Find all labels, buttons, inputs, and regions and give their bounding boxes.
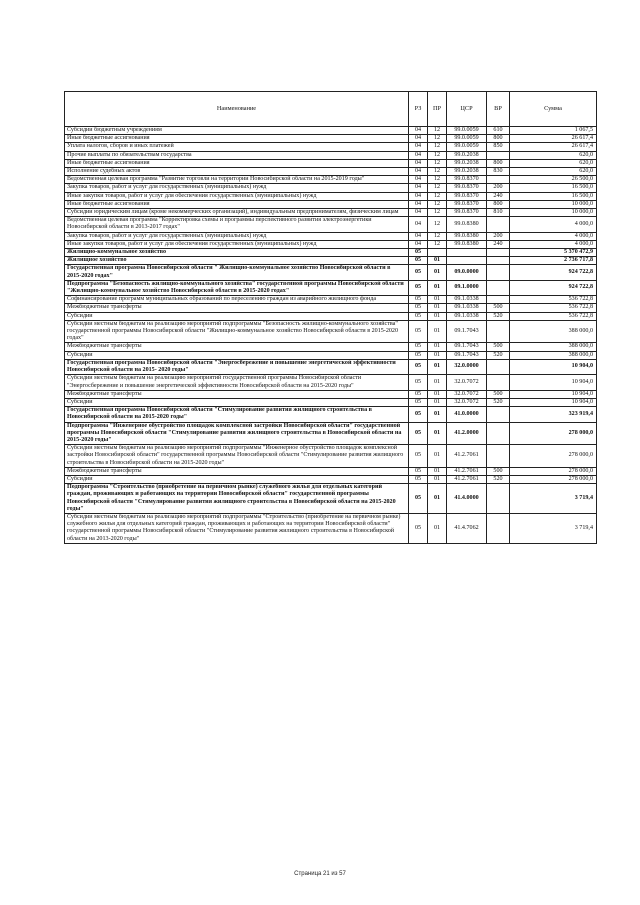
cell-csr: 32.0.7072 [447, 398, 487, 406]
table-row [65, 513, 597, 543]
cell-sum: 26 617,4 [510, 135, 597, 143]
table-row [65, 200, 597, 208]
table-row [65, 296, 597, 304]
cell-name: Межбюджетные трансферты [65, 390, 409, 398]
cell-csr: 99.0.8380 [447, 217, 487, 232]
cell-vr [487, 176, 510, 184]
cell-rz: 05 [409, 296, 428, 304]
cell-vr: 850 [487, 143, 510, 151]
cell-vr: 810 [487, 209, 510, 217]
cell-pr: 01 [428, 390, 447, 398]
cell-pr: 12 [428, 151, 447, 159]
cell-pr: 12 [428, 217, 447, 232]
cell-rz: 05 [409, 351, 428, 359]
cell-pr: 12 [428, 176, 447, 184]
table-header-row [65, 92, 597, 127]
cell-vr [487, 484, 510, 514]
cell-name: Жилищное хозяйство [65, 257, 409, 265]
cell-pr: 12 [428, 135, 447, 143]
table-row [65, 359, 597, 374]
cell-pr: 01 [428, 359, 447, 374]
table-row [65, 351, 597, 359]
cell-sum: 16 500,0 [510, 192, 597, 200]
cell-name: Закупка товаров, работ и услуг для государственных (муниципальных) нужд [65, 184, 409, 192]
cell-vr [487, 359, 510, 374]
cell-name: Межбюджетные трансферты [65, 343, 409, 351]
cell-rz: 05 [409, 484, 428, 514]
cell-pr: 01 [428, 422, 447, 445]
cell-vr [487, 296, 510, 304]
cell-sum: 323 919,4 [510, 407, 597, 422]
cell-sum: 388 000,0 [510, 351, 597, 359]
cell-rz: 05 [409, 304, 428, 312]
cell-pr: 01 [428, 513, 447, 543]
cell-rz: 05 [409, 390, 428, 398]
table-row [65, 312, 597, 320]
cell-csr: 09.1.0338 [447, 296, 487, 304]
cell-sum: 4 000,0 [510, 217, 597, 232]
cell-rz: 05 [409, 375, 428, 390]
cell-name: Межбюджетные трансферты [65, 304, 409, 312]
cell-name: Субсидии [65, 312, 409, 320]
cell-pr: 12 [428, 184, 447, 192]
cell-sum: 924 722,8 [510, 265, 597, 280]
cell-name: Субсидии [65, 351, 409, 359]
table-row [65, 176, 597, 184]
budget-table [64, 91, 597, 544]
cell-pr: 01 [428, 280, 447, 295]
cell-rz: 05 [409, 257, 428, 265]
cell-name: Иные закупки товаров, работ и услуг для обеспечения государственных (муниципальных) нужд [65, 240, 409, 248]
cell-rz: 04 [409, 192, 428, 200]
cell-rz: 05 [409, 445, 428, 468]
cell-csr: 32.0.7072 [447, 390, 487, 398]
cell-rz: 04 [409, 240, 428, 248]
budget-table-container [64, 91, 596, 544]
cell-sum: 278 000,0 [510, 475, 597, 483]
cell-name: Государственная программа Новосибирской области " Жилищно-коммунальное хозяйство Новосибирской области в 2015-2020 годах" [65, 265, 409, 280]
cell-vr [487, 265, 510, 280]
cell-vr: 200 [487, 184, 510, 192]
cell-rz: 05 [409, 343, 428, 351]
cell-rz: 05 [409, 407, 428, 422]
cell-sum: 3 719,4 [510, 484, 597, 514]
cell-csr: 09.1.7043 [447, 351, 487, 359]
table-row [65, 320, 597, 343]
cell-csr [447, 257, 487, 265]
cell-name: Иные бюджетные ассигнования [65, 159, 409, 167]
cell-name: Субсидии бюджетным учреждениям [65, 127, 409, 135]
cell-name: Субсидии юридическим лицам (кроме некоммерческих организаций), индивидуальным предпринимателям, физическим лицам [65, 209, 409, 217]
table-row [65, 135, 597, 143]
cell-vr: 520 [487, 398, 510, 406]
cell-name: Межбюджетные трансферты [65, 467, 409, 475]
cell-vr: 500 [487, 343, 510, 351]
cell-rz: 05 [409, 280, 428, 295]
cell-vr [487, 445, 510, 468]
cell-sum: 3 719,4 [510, 513, 597, 543]
cell-name: Софинансирование программ муниципальных образований по переселению граждан из аварийного жилищного фонда [65, 296, 409, 304]
table-row [65, 232, 597, 240]
cell-csr: 99.0.8370 [447, 209, 487, 217]
cell-pr: 01 [428, 304, 447, 312]
cell-csr: 41.2.7061 [447, 475, 487, 483]
cell-sum: 4 000,0 [510, 240, 597, 248]
cell-vr [487, 151, 510, 159]
header-pr: ПР [428, 92, 447, 127]
cell-sum: 536 722,8 [510, 312, 597, 320]
cell-name: Субсидии [65, 398, 409, 406]
table-row [65, 445, 597, 468]
table-row [65, 249, 597, 257]
cell-rz: 05 [409, 398, 428, 406]
cell-name: Государственная программа Новосибирской области "Стимулирование развития жилищного строительства в Новосибирской области на 2015-2020 годы" [65, 407, 409, 422]
cell-pr [428, 249, 447, 257]
cell-sum: 388 000,0 [510, 320, 597, 343]
cell-rz: 04 [409, 143, 428, 151]
cell-sum: 388 000,0 [510, 343, 597, 351]
table-row [65, 390, 597, 398]
table-row [65, 343, 597, 351]
cell-vr: 500 [487, 467, 510, 475]
cell-pr: 01 [428, 320, 447, 343]
header-vr: ВР [487, 92, 510, 127]
cell-name: Иные закупки товаров, работ и услуг для обеспечения государственных (муниципальных) нужд [65, 192, 409, 200]
cell-pr: 12 [428, 168, 447, 176]
cell-vr: 500 [487, 304, 510, 312]
cell-sum: 26 617,4 [510, 143, 597, 151]
cell-rz: 04 [409, 159, 428, 167]
cell-name: Субсидии местным бюджетам на реализацию мероприятий подпрограммы "Инженерное обустройство площадок комплексной застройки Новосибирской области" государственной программы Новосибирской области "Стимулирование развития жилищного строительства в Новосибирской области на 2015-2020 годы" [65, 445, 409, 468]
cell-sum: 924 722,8 [510, 280, 597, 295]
cell-rz: 04 [409, 127, 428, 135]
cell-name: Уплата налогов, сборов и иных платежей [65, 143, 409, 151]
cell-csr: 09.0.0000 [447, 265, 487, 280]
cell-csr: 99.0.0059 [447, 143, 487, 151]
cell-rz: 05 [409, 359, 428, 374]
cell-vr: 520 [487, 475, 510, 483]
cell-sum: 536 722,8 [510, 304, 597, 312]
cell-rz: 05 [409, 422, 428, 445]
cell-sum: 620,0 [510, 151, 597, 159]
cell-sum: 620,0 [510, 159, 597, 167]
cell-name: Государственная программа Новосибирской области "Энергосбережение и повышение энергетической эффективности Новосибирской области на 2015- 2020 годы" [65, 359, 409, 374]
cell-rz: 05 [409, 312, 428, 320]
page-number: Страница 21 из 57 [294, 871, 346, 877]
cell-csr: 99.0.8370 [447, 184, 487, 192]
cell-csr: 41.2.0000 [447, 422, 487, 445]
cell-name: Исполнение судебных актов [65, 168, 409, 176]
cell-csr: 99.0.8380 [447, 240, 487, 248]
cell-pr: 01 [428, 375, 447, 390]
cell-csr [447, 249, 487, 257]
cell-pr: 12 [428, 159, 447, 167]
cell-sum: 278 000,0 [510, 445, 597, 468]
cell-rz: 04 [409, 217, 428, 232]
cell-pr: 12 [428, 127, 447, 135]
cell-pr: 01 [428, 445, 447, 468]
cell-sum: 5 370 472,9 [510, 249, 597, 257]
cell-name: Подпрограмма "Строительство (приобретение на первичном рынке) служебного жилья для отдельных категорий граждан, проживающих и работающих на территории Новосибирской области" государственной программы Новосибирской области "Стимулирование развития жилищного строительства в Новосибирской области на 2015-2020 годы" [65, 484, 409, 514]
cell-vr [487, 513, 510, 543]
cell-csr: 99.0.2038 [447, 159, 487, 167]
header-rz: РЗ [409, 92, 428, 127]
table-row [65, 484, 597, 514]
cell-rz: 04 [409, 176, 428, 184]
table-row [65, 398, 597, 406]
cell-name: Подпрограмма "Безопасность жилищно-коммунального хозяйства" государственной программы Новосибирской области "Жилищно-коммунальное хозяйство Новосибирской области в 2015-2020 годах" [65, 280, 409, 295]
cell-vr: 800 [487, 200, 510, 208]
cell-name: Субсидии местным бюджетам на реализацию мероприятий подпрограммы "Строительство (приобретение на первичном рынке) служебного жилья для отдельных категорий граждан, проживающих и работающих на территории Новосибирской области" государственной программы Новосибирской области "Стимулирование развития жилищного строительства в Новосибирской области на 2013-2020 годы" [65, 513, 409, 543]
cell-vr: 610 [487, 127, 510, 135]
table-row [65, 304, 597, 312]
cell-vr [487, 407, 510, 422]
cell-csr: 09.1.0338 [447, 312, 487, 320]
table-row [65, 280, 597, 295]
header-name: Наименование [65, 92, 409, 127]
cell-sum: 10 904,0 [510, 398, 597, 406]
cell-vr [487, 422, 510, 445]
cell-name: Жилищно-коммунальное хозяйство [65, 249, 409, 257]
cell-vr [487, 280, 510, 295]
cell-rz: 04 [409, 168, 428, 176]
cell-csr: 09.1.0000 [447, 280, 487, 295]
cell-name: Прочие выплаты по обязательствам государства [65, 151, 409, 159]
cell-sum: 278 000,0 [510, 467, 597, 475]
table-row [65, 375, 597, 390]
table-row [65, 192, 597, 200]
cell-rz: 04 [409, 209, 428, 217]
header-sum: Сумма [510, 92, 597, 127]
cell-pr: 12 [428, 209, 447, 217]
cell-rz: 05 [409, 249, 428, 257]
cell-sum: 1 067,5 [510, 127, 597, 135]
cell-name: Подпрограмма "Инженерное обустройство площадок комплексной застройки Новосибирской области" государственной программы Новосибирской области "Стимулирование развития жилищного строительства в Новосибирской области на 2015-2020 годы" [65, 422, 409, 445]
cell-rz: 05 [409, 513, 428, 543]
cell-pr: 01 [428, 407, 447, 422]
table-row [65, 475, 597, 483]
table-row [65, 168, 597, 176]
cell-csr: 99.0.8370 [447, 192, 487, 200]
cell-csr: 41.4.0000 [447, 484, 487, 514]
cell-csr: 99.0.0059 [447, 135, 487, 143]
cell-csr: 99.0.0059 [447, 127, 487, 135]
cell-vr: 520 [487, 351, 510, 359]
table-row [65, 217, 597, 232]
table-row [65, 422, 597, 445]
cell-vr [487, 320, 510, 343]
cell-pr: 01 [428, 351, 447, 359]
cell-sum: 10 000,0 [510, 209, 597, 217]
cell-name: Субсидии [65, 475, 409, 483]
cell-name: Субсидии местным бюджетам на реализацию мероприятий подпрограммы "Безопасность жилищно-коммунального хозяйства" государственной программы Новосибирской области "Жилищно-коммунальное хозяйство Новосибирской области в 2015-2020 годах" [65, 320, 409, 343]
cell-name: Субсидии местным бюджетам на реализацию мероприятий государственной программы Новосибирской области "Энергосбережение и повышение энергетической эффективности Новосибирской области на 2015-2020 годы" [65, 375, 409, 390]
cell-csr: 09.1.7043 [447, 320, 487, 343]
cell-csr: 99.0.8380 [447, 232, 487, 240]
cell-csr: 99.0.2038 [447, 168, 487, 176]
cell-name: Закупка товаров, работ и услуг для государственных (муниципальных) нужд [65, 232, 409, 240]
cell-csr: 99.0.2038 [447, 151, 487, 159]
cell-sum: 10 904,0 [510, 390, 597, 398]
cell-rz: 05 [409, 320, 428, 343]
table-row [65, 257, 597, 265]
cell-rz: 04 [409, 200, 428, 208]
cell-csr: 32.0.0000 [447, 359, 487, 374]
cell-pr: 01 [428, 312, 447, 320]
cell-csr: 09.1.0338 [447, 304, 487, 312]
cell-pr: 12 [428, 192, 447, 200]
cell-sum: 2 736 717,8 [510, 257, 597, 265]
table-row [65, 209, 597, 217]
cell-vr: 520 [487, 312, 510, 320]
cell-pr: 01 [428, 484, 447, 514]
cell-csr: 99.0.8370 [447, 176, 487, 184]
cell-pr: 01 [428, 467, 447, 475]
header-csr: ЦСР [447, 92, 487, 127]
cell-pr: 01 [428, 475, 447, 483]
cell-vr [487, 249, 510, 257]
table-row [65, 265, 597, 280]
cell-sum: 620,0 [510, 168, 597, 176]
table-row [65, 240, 597, 248]
cell-sum: 10 000,0 [510, 200, 597, 208]
cell-name: Ведомственная целевая программа "Корректировка схемы и программы перспективного развития электроэнергетики Новосибирской области в 2013-2017 годах" [65, 217, 409, 232]
cell-rz: 04 [409, 184, 428, 192]
cell-pr: 12 [428, 232, 447, 240]
cell-csr: 09.1.7043 [447, 343, 487, 351]
table-row [65, 127, 597, 135]
cell-vr: 200 [487, 232, 510, 240]
table-row [65, 467, 597, 475]
cell-pr: 01 [428, 265, 447, 280]
cell-vr: 800 [487, 159, 510, 167]
cell-csr: 99.0.8370 [447, 200, 487, 208]
cell-vr [487, 375, 510, 390]
table-row [65, 159, 597, 167]
table-row [65, 143, 597, 151]
cell-name: Ведомственная целевая программа "Развитие торговли на территории Новосибирской области на 2015-2019 годы" [65, 176, 409, 184]
cell-csr: 41.4.7062 [447, 513, 487, 543]
cell-rz: 05 [409, 467, 428, 475]
cell-vr: 500 [487, 390, 510, 398]
cell-pr: 12 [428, 143, 447, 151]
cell-csr: 41.0.0000 [447, 407, 487, 422]
cell-pr: 12 [428, 240, 447, 248]
cell-rz: 05 [409, 265, 428, 280]
cell-sum: 536 722,8 [510, 296, 597, 304]
cell-sum: 278 000,0 [510, 422, 597, 445]
cell-name: Иные бюджетные ассигнования [65, 135, 409, 143]
cell-vr: 830 [487, 168, 510, 176]
cell-rz: 04 [409, 151, 428, 159]
cell-sum: 10 904,0 [510, 375, 597, 390]
cell-sum: 16 500,0 [510, 184, 597, 192]
cell-csr: 41.2.7061 [447, 445, 487, 468]
cell-sum: 4 000,0 [510, 232, 597, 240]
cell-pr: 01 [428, 257, 447, 265]
cell-pr: 01 [428, 296, 447, 304]
cell-rz: 04 [409, 135, 428, 143]
cell-rz: 05 [409, 475, 428, 483]
cell-sum: 26 500,0 [510, 176, 597, 184]
cell-rz: 04 [409, 232, 428, 240]
cell-sum: 10 904,0 [510, 359, 597, 374]
cell-pr: 12 [428, 200, 447, 208]
cell-csr: 41.2.7061 [447, 467, 487, 475]
cell-name: Иные бюджетные ассигнования [65, 200, 409, 208]
cell-vr: 240 [487, 192, 510, 200]
cell-vr: 800 [487, 135, 510, 143]
cell-vr [487, 217, 510, 232]
cell-csr: 32.0.7072 [447, 375, 487, 390]
cell-pr: 01 [428, 343, 447, 351]
cell-pr: 01 [428, 398, 447, 406]
table-row [65, 407, 597, 422]
cell-vr: 240 [487, 240, 510, 248]
cell-vr [487, 257, 510, 265]
table-row [65, 151, 597, 159]
table-row [65, 184, 597, 192]
